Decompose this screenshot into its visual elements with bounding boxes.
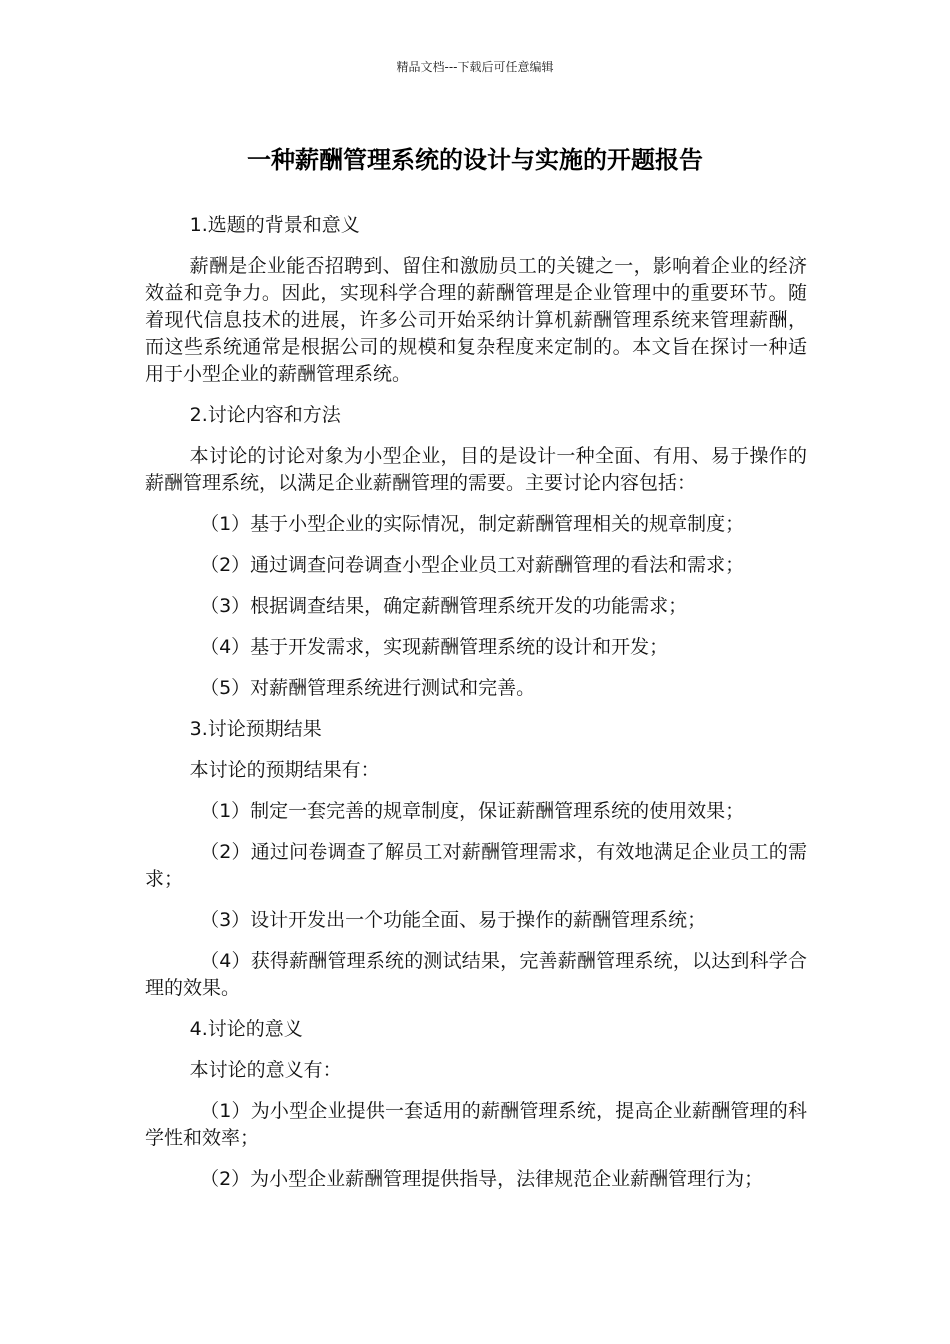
page-header-note: 精品文档---下载后可任意编辑	[396, 60, 554, 74]
paragraph-background: 薪酬是企业能否招聘到、留住和激励员工的关键之一，影响着企业的经济效益和竞争力。因此，实现科学合理的薪酬管理是企业管理中的重要环节。随着现代信息技术的进展，许多公司开始采纳计算机薪酬管理系统来管理薪酬，而这些系统通常是根据公司的规模和复杂程度来定制的。本文旨在探讨一种适用于小型企业的薪酬管理系统。	[145, 255, 807, 385]
paragraph-significance-intro: 本讨论的意义有：	[189, 1059, 342, 1081]
list-item: （3）设计开发出一个功能全面、易于操作的薪酬管理系统；	[200, 909, 707, 931]
document-title: 一种薪酬管理系统的设计与实施的开题报告	[247, 146, 703, 174]
list-item: （1）基于小型企业的实际情况，制定薪酬管理相关的规章制度；	[200, 513, 745, 535]
document-body	[145, 212, 807, 1207]
section-heading-background: 1.选题的背景和意义	[189, 214, 360, 236]
list-item: （4）基于开发需求，实现薪酬管理系统的设计和开发；	[200, 636, 669, 658]
list-item: （2）通过问卷调查了解员工对薪酬管理需求，有效地满足企业员工的需求；	[145, 841, 807, 890]
section-heading-significance: 4.讨论的意义	[189, 1018, 303, 1040]
list-item: （1）制定一套完善的规章制度，保证薪酬管理系统的使用效果；	[200, 800, 745, 822]
list-item: （2）为小型企业薪酬管理提供指导，法律规范企业薪酬管理行为；	[200, 1168, 764, 1190]
list-item: （3）根据调查结果，确定薪酬管理系统开发的功能需求；	[200, 595, 688, 617]
list-item: （2）通过调查问卷调查小型企业员工对薪酬管理的看法和需求；	[200, 554, 745, 576]
list-item: （4）获得薪酬管理系统的测试结果，完善薪酬管理系统，以达到科学合理的效果。	[145, 950, 807, 999]
section-heading-content-method: 2.讨论内容和方法	[189, 404, 341, 426]
list-item: （5）对薪酬管理系统进行测试和完善。	[200, 677, 536, 699]
list-item: （1）为小型企业提供一套适用的薪酬管理系统，提高企业薪酬管理的科学性和效率；	[145, 1100, 807, 1149]
paragraph-expected-intro: 本讨论的预期结果有：	[189, 759, 380, 781]
section-heading-expected-results: 3.讨论预期结果	[189, 718, 322, 740]
paragraph-research-object: 本讨论的讨论对象为小型企业，目的是设计一种全面、有用、易于操作的薪酬管理系统，以满足企业薪酬管理的需要。主要讨论内容包括：	[145, 445, 807, 494]
